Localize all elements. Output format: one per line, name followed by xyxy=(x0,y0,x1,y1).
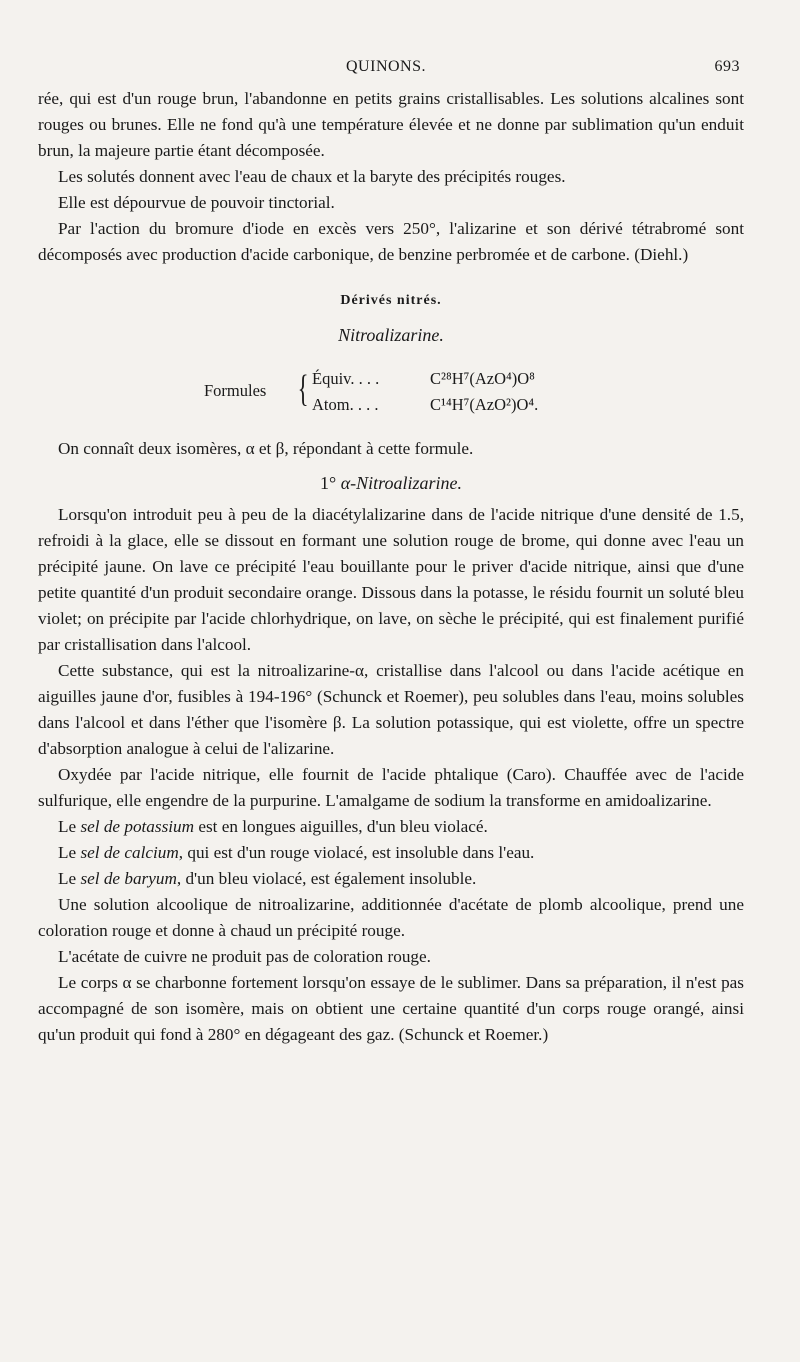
paragraph: Elle est dépourvue de pouvoir tinctorial. xyxy=(58,193,335,212)
paragraph: Oxydée par l'acide nitrique, elle fournit de l'acide phtalique (Caro). Chauffée avec de l'acide sulfurique, elle engendre de la purpurine. L'amalgame de sodium la transforme en amidoalizarine. xyxy=(38,765,744,810)
formula-row-equiv xyxy=(312,366,535,392)
isomer-number: 1° xyxy=(320,473,337,493)
page-number: 693 xyxy=(714,58,740,75)
isomer-name: α-Nitroalizarine. xyxy=(340,473,462,493)
paragraph: Cette substance, qui est la nitroalizarine-α, cristallise dans l'alcool ou dans l'acide acétique en aiguilles jaune d'or, fusibles à 194-196° (Schunck et Roemer), peu solubles dans l'eau, moins solubles dans l'alcool et dans l'éther que l'isomère β. La solution potassique, qui est violette, offre un spectre d'absorption analogue à celui de l'alizarine. xyxy=(38,661,744,758)
body-text xyxy=(38,86,744,1048)
paragraph: Lorsqu'on introduit peu à peu de la diacétylalizarine dans de l'acide nitrique d'une densité de 1.5, refroidi à la glace, elle se dissout en formant une solution rouge de brome, qui donne avec l'eau un précipité jaune. On lave ce précipité l'eau bouillante pour le priver d'acide nitrique, ainsi que d'une petite quantité d'un produit secondaire orange. Dissous dans la potasse, le résidu fournit un soluté bleu violet; on précipite par l'acide chlorhydrique, on lave, on sèche le précipité, qui est finalement purifié par cristallisation dans l'alcool. xyxy=(38,505,744,654)
brace-glyph: { xyxy=(297,368,309,410)
formula-row-atom xyxy=(312,392,538,418)
paragraph: Le corps α se charbonne fortement lorsqu'on essaye de le sublimer. Dans sa préparation, il n'est pas accompagné de son isomère, mais on obtient une certaine quantité d'un corps rouge orangé, ainsi qu'un produit qui fond à 280° en dégageant des gaz. (Schunck et Roemer.) xyxy=(38,973,744,1044)
formula-label: Formules xyxy=(204,381,267,400)
salt-name: sel de baryum xyxy=(80,869,177,888)
section-title: Dérivés nitrés. xyxy=(340,293,442,308)
isomer-heading xyxy=(38,470,744,496)
formula-value: C¹⁴H⁷(AzO²)O⁴. xyxy=(430,395,539,414)
running-head-title: QUINONS. xyxy=(346,58,426,75)
formula-value: C²⁸H⁷(AzO⁴)O⁸ xyxy=(430,369,535,388)
paragraph: L'acétate de cuivre ne produit pas de coloration rouge. xyxy=(58,947,431,966)
paragraph: Une solution alcoolique de nitroalizarine, additionnée d'acétate de plomb alcoolique, prend une coloration rouge et donne à chaud un précipité rouge. xyxy=(38,895,744,940)
salt-name: sel de calcium xyxy=(80,843,179,862)
formula-kind: Atom. . . . xyxy=(312,395,379,414)
paragraph: Par l'action du bromure d'iode en excès vers 250°, l'alizarine et son dérivé tétrabromé sont décomposés avec production d'acide carbonique, de benzine perbromée et de carbone. (Diehl.) xyxy=(38,219,744,264)
salt-paragraph: Le sel de potassium est en longues aiguilles, d'un bleu violacé. xyxy=(58,817,488,836)
salt-paragraph: Le sel de baryum, d'un bleu violacé, est également insoluble. xyxy=(58,869,477,888)
salt-name: sel de potassium xyxy=(80,817,195,836)
paragraph: rée, qui est d'un rouge brun, l'abandonne en petits grains cristallisables. Les solutions alcalines sont rouges ou brunes. Elle ne fond qu'à une température élevée et ne donne par sublimation qu'un enduit brun, la majeure partie étant décomposée. xyxy=(38,89,744,160)
subsection-title: Nitroalizarine. xyxy=(338,325,444,345)
formula-block xyxy=(38,356,744,430)
paragraph: On connaît deux isomères, α et β, répondant à cette formule. xyxy=(58,439,474,458)
salt-paragraph: Le sel de calcium, qui est d'un rouge violacé, est insoluble dans l'eau. xyxy=(58,843,535,862)
running-head xyxy=(40,58,740,82)
paragraph: Les solutés donnent avec l'eau de chaux et la baryte des précipités rouges. xyxy=(58,167,566,186)
formula-kind: Équiv. . . . xyxy=(312,369,380,388)
